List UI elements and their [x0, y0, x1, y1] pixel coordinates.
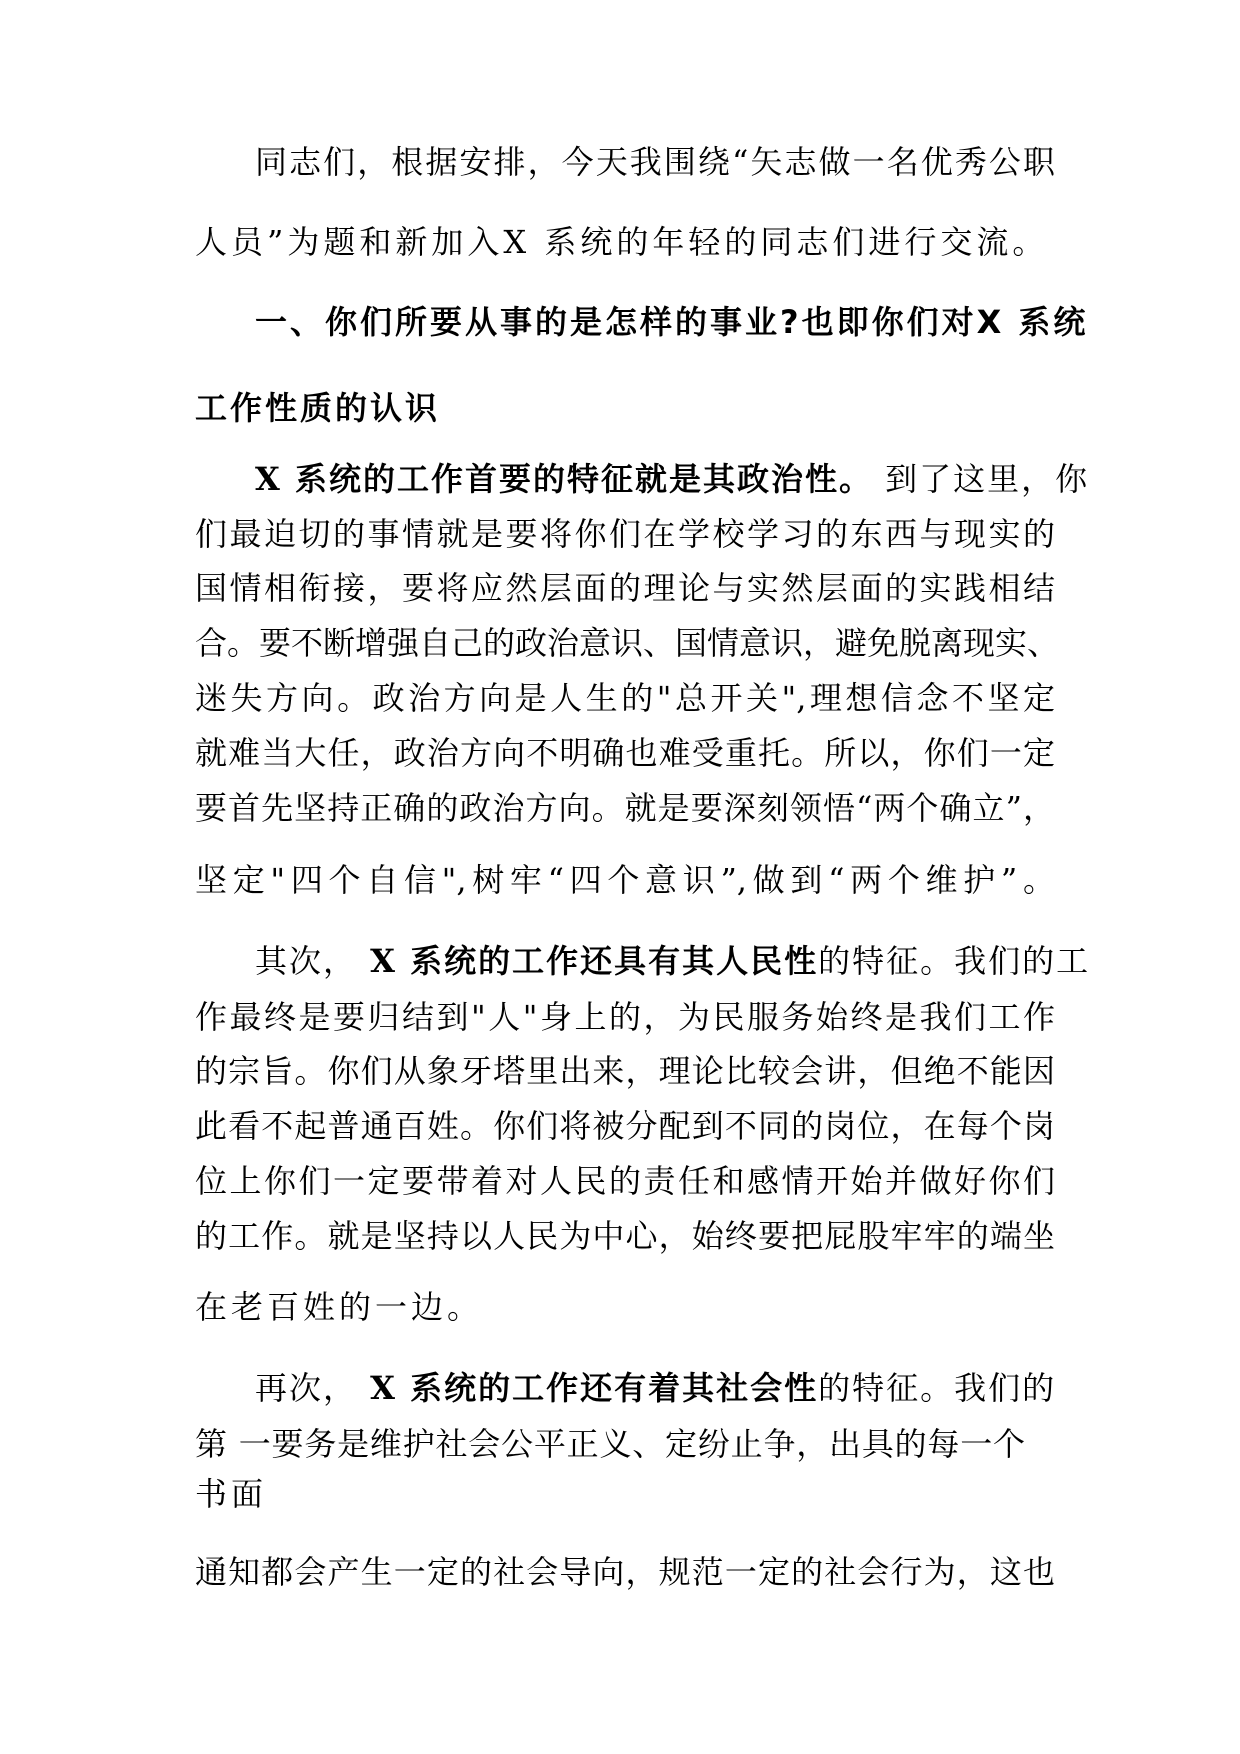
- section-heading-line-2: 工作性质的认识: [195, 389, 441, 427]
- p2-lead-bold: X 系统的工作还具有其人民性: [357, 942, 819, 980]
- p2-lead-line: [255, 941, 1091, 981]
- p1-lead-bold: X 系统的工作首要的特征就是其政治性。: [255, 460, 873, 498]
- p1-lead-line: [255, 459, 1090, 499]
- p2-line: 的工作。就是坚持以人民为中心，始终要把屁股牢牢的端坐: [195, 1217, 1055, 1255]
- p3-line: 通知都会产生一定的社会导向，规范一定的社会行为，这也: [195, 1553, 1055, 1591]
- p1-line: 合。要不断增强自己的政治意识、国情意识，避免脱离现实、: [195, 624, 1060, 662]
- p3-line: 书面: [195, 1475, 268, 1513]
- p3-lead-bold: X 系统的工作还有着其社会性: [357, 1369, 819, 1407]
- p2-line: 在老百姓的一边。: [195, 1288, 484, 1326]
- p1-line: 坚定"四个自信",树牢“四个意识”,做到“两个维护”。: [195, 861, 1055, 899]
- section-heading-line-1: 一、你们所要从事的是怎样的事业?也即你们对X 系统: [255, 303, 1089, 341]
- p3-lead-line: [255, 1368, 1057, 1408]
- p3-line: 第 一要务是维护社会公平正义、定纷止争，出具的每一个: [195, 1425, 1025, 1463]
- p2-line: 的宗旨。你们从象牙塔里出来，理论比较会讲，但绝不能因: [195, 1052, 1055, 1090]
- p2-line: 作最终是要归结到"人"身上的，为民服务始终是我们工作: [195, 998, 1055, 1036]
- p1-lead-rest: 到了这里，你: [872, 460, 1090, 498]
- p1-line: 迷失方向。政治方向是人生的"总开关",理想信念不坚定: [195, 679, 1055, 717]
- intro-line-2: 人员”为题和新加入X 系统的年轻的同志们进行交流。: [195, 223, 1049, 261]
- p2-line: 此看不起普通百姓。你们将被分配到不同的岗位，在每个岗: [195, 1107, 1055, 1145]
- p1-line: 国情相衔接，要将应然层面的理论与实然层面的实践相结: [195, 569, 1055, 607]
- intro-line-1: 同志们，根据安排，今天我围绕“矢志做一名优秀公职: [255, 143, 1055, 181]
- p1-line: 要首先坚持正确的政治方向。就是要深刻领悟“两个确立”，: [195, 789, 1055, 827]
- p1-line: 们最迫切的事情就是要将你们在学校学习的东西与现实的: [195, 515, 1055, 553]
- p1-line: 就难当大任，政治方向不明确也难受重托。所以，你们一定: [195, 734, 1055, 772]
- p2-line: 位上你们一定要带着对人民的责任和感情开始并做好你们: [195, 1162, 1055, 1200]
- p2-lead-rest: 的特征。我们的工: [818, 942, 1091, 980]
- p2-lead-prefix: 其次，: [255, 942, 358, 980]
- p3-lead-prefix: 再次，: [255, 1369, 358, 1407]
- p3-lead-rest: 的特征。我们的: [818, 1369, 1057, 1407]
